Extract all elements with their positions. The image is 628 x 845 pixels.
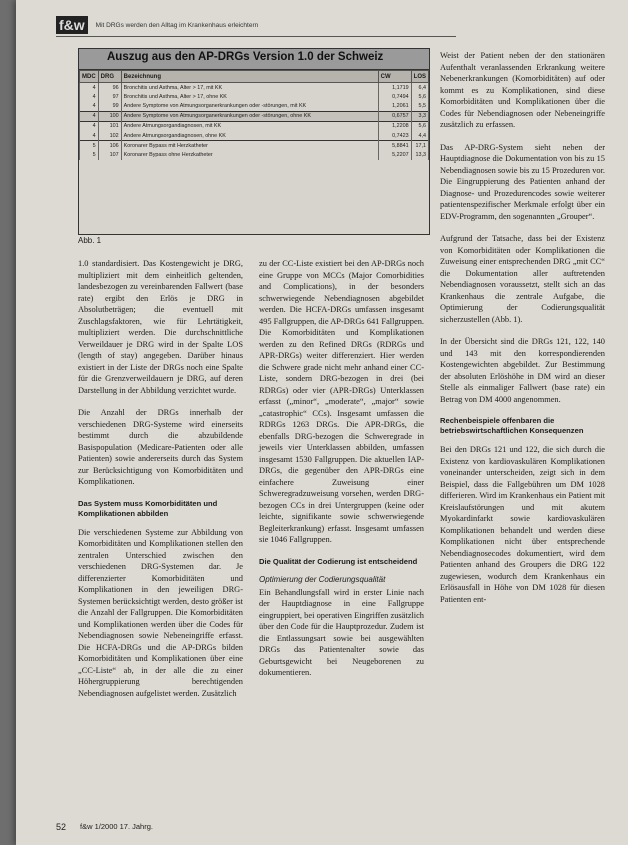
cell-mdc: 4 [80, 111, 99, 121]
paragraph: Weist der Patient neben der den stationären Aufenthalt veranlassenden Erkrankung weitere Nebenerkrankungen (Komorbiditäten) auf oder kommt es zu Komplikationen, sind diese Komorbiditäten und Komplikationen über die Codes für Nebendiagnosen oder Nebeneingriffe zusätzlich zu erfassen. [440, 51, 605, 129]
cell-los: 5,5 [411, 101, 428, 111]
cell-label: Andere Atmungsorgandiagnosen, mit KK [121, 121, 378, 131]
column-header-drg: DRG [98, 71, 121, 83]
cell-mdc: 5 [80, 141, 99, 151]
figure-caption: Abb. 1 [78, 236, 102, 245]
text-column-2 [259, 258, 424, 679]
cell-drg: 102 [98, 131, 121, 141]
cell-mdc: 5 [80, 150, 99, 159]
running-title: Mit DRGs werden den Alltag im Krankenhaus erleichtern [95, 21, 259, 29]
cell-los: 3,3 [411, 111, 428, 121]
cell-drg: 97 [98, 92, 121, 101]
cell-drg: 101 [98, 121, 121, 131]
box-title: Auszug aus den AP-DRGs Version 1.0 der Schweiz [79, 49, 429, 70]
cell-mdc: 4 [80, 131, 99, 141]
cell-los: 5,6 [411, 92, 428, 101]
cell-drg: 99 [98, 101, 121, 111]
cell-cw: 0,7423 [378, 131, 411, 141]
section-heading: Das System muss Komorbiditäten und Komplikationen abbilden [78, 498, 218, 518]
column-header-mdc: MDC [80, 71, 99, 83]
journal-issue: f&w 1/2000 17. Jahrg. [80, 822, 153, 831]
cell-cw: 0,6757 [378, 111, 411, 121]
cell-cw: 0,7494 [378, 92, 411, 101]
header-divider [56, 36, 456, 37]
paragraph: Das AP-DRG-System sieht neben der Hauptdiagnose die Dokumentation von bis zu 15 Nebendiagnosen sowie bis zu 15 Prozeduren vor. Die Eingruppierung des Patienten anhand der Diagnose- und Prozedurencodes sowie weiterer patientenspezifischer Merkmale erfolgt über ein EDV-Programm, den sogenannten „Grouper“. [440, 142, 605, 221]
drg-table [79, 70, 429, 160]
cell-cw: 5,8841 [378, 141, 411, 151]
cell-cw: 1,2061 [378, 101, 411, 111]
section-heading: Die Qualität der Codierung ist entscheidend [259, 556, 418, 566]
table-row [80, 111, 429, 121]
cell-los: 6,4 [411, 83, 428, 93]
cell-mdc: 4 [80, 92, 99, 101]
table-header-row [80, 71, 429, 83]
table-row [80, 101, 429, 111]
cell-drg: 96 [98, 83, 121, 93]
column-header-cw: CW [378, 71, 411, 83]
cell-label: Koronarer Bypass ohne Herzkatheter [121, 150, 378, 159]
paragraph: In der Übersicht sind die DRGs 121, 122, 140 und 143 mit den korrespondierenden Kostengewichten abgebildet. Zur Bestimmung der absoluten Erlöshöhe in DM wird an dieser Stelle als einmaliger Fallwert (base rate) ein Betrag von DM 4000 angenommen. [440, 337, 605, 404]
page-footer [56, 822, 416, 832]
section-heading: Rechenbeispiele offenbaren die betriebswirtschaftlichen Konsequenzen [440, 416, 584, 435]
table-row [80, 121, 429, 131]
cell-cw: 1,1719 [378, 83, 411, 93]
cell-drg: 100 [98, 111, 121, 121]
document-page [16, 0, 628, 845]
cell-label: Andere Symptome von Atmungsorganerkrankungen oder -störungen, ohne KK [121, 111, 378, 121]
text-column-1 [78, 258, 243, 699]
drg-table-box [78, 48, 430, 235]
cell-mdc: 4 [80, 121, 99, 131]
cell-label: Andere Atmungsorgandiagnosen, ohne KK [121, 131, 378, 141]
column-header-los: LOS [411, 71, 428, 83]
cell-drg: 107 [98, 150, 121, 159]
paragraph: Die verschiedenen Systeme zur Abbildung von Komorbiditäten und Komplikationen stellen den zentralen Unterschied zwischen den verschiedenen DRG-Systemen dar. Je differenzierter Komorbiditäten und Komplikationen in den jeweiligen DRG-Systemen berücksichtigt werden, desto größer ist die Anzahl der Fallgruppen. Die Komorbiditäten und Komplikationen werden über die Codes für Nebendiagnosen sowie Nebeneingriffe erfasst. Die HCFA-DRGs und die AP-DRGs bilden Komorbiditäten und Komplikationen über eine „CC-Liste“ ab, in der alle die zu einer Höhergruppierung berechtigenden Nebendiagnosen aufgelistet werden. Zusätzlich [78, 527, 243, 698]
cell-cw: 1,2208 [378, 121, 411, 131]
column-header-label: Bezeichnung [121, 71, 378, 83]
subsection-heading: Optimierung der Codierungsqualität [259, 574, 386, 584]
cell-label: Bronchitis und Asthma, Alter > 17, ohne KK [121, 92, 378, 101]
table-row [80, 150, 429, 159]
cell-label: Bronchitis und Asthma, Alter > 17, mit KK [121, 83, 378, 93]
cell-los: 17,1 [411, 141, 428, 151]
table-row [80, 141, 429, 151]
table-row [80, 83, 429, 93]
cell-los: 4,4 [411, 131, 428, 141]
paragraph: Aufgrund der Tatsache, dass bei der Existenz von Komorbiditäten oder Komplikationen die Zuweisung einer entsprechenden DRG „mit CC“ die Dokumentation aller auftretenden Nebendiagnosen voraussetzt, stellt sich an das Krankenhaus die zentrale Aufgabe, die Optimierung der Codierungsqualität sicherzustellen (Abb. 1). [440, 234, 605, 324]
cell-los: 13,3 [411, 150, 428, 159]
cell-mdc: 4 [80, 83, 99, 93]
paragraph: Die Anzahl der DRGs innerhalb der verschiedenen DRG-Systeme wird einerseits bestimmt durch die abzubildende Basispopulation (Medicare-Patienten oder alle Patienten) sowie andererseits durch das System zur Berücksichtigung von Komorbiditäten und Komplikationen. [78, 408, 243, 486]
running-header [56, 14, 476, 36]
cell-los: 5,6 [411, 121, 428, 131]
cell-cw: 5,2207 [378, 150, 411, 159]
paragraph: 1.0 standardisiert. Das Kostengewicht je DRG, multipliziert mit dem einheitlich geltenden, landesbezogen zu vereinbarenden Fallwert (base rate) ergibt den Erlös je DRG in Absolutbeträgen; die eventuell mit Zuschlagsfaktoren, wie für Lehrtätigkeit, multipliziert werden. Die durchschnittliche Verweildauer je DRG wird in der Spalte LOS (length of stay) angegeben. Darüber hinaus existiert in der Liste der DRGs noch eine Spalte für die Grenzverweildauern je DRG, auf deren Darstellung in der Abbildung verzichtet wurde. [78, 259, 243, 395]
paragraph: Ein Behandlungsfall wird in erster Linie nach der Hauptdiagnose in eine Fallgruppe eingruppiert, bei operativen Eingriffen zusätzlich über den Code für die Hauptprozedur. Zudem ist die Entlassungsart sowie bei ausgewählten DRGs das Patientenalter sowie das Geburtsgewicht bei Neugeborenen zu dokumentieren. [259, 587, 424, 677]
cell-mdc: 4 [80, 101, 99, 111]
table-row [80, 92, 429, 101]
paragraph: zu der CC-Liste existiert bei den AP-DRGs noch eine Gruppe von MCCs (Major Comorbidities and Complications), in der besonders schwerwiegende Nebendiagnosen abgebildet werden. Die HCFA-DRGs umfassen insgesamt 495 Fallgruppen, die AP-DRGs 641 Fallgruppen. Die Komorbiditäten und Komplikationen werden zu den Refined DRGs (RDRGs und APR-DRGs) weiter differenziert. Hier werden die Schwere grade nicht mehr anhand einer CC-Liste, sondern DRG-bezogen in drei (bei RDRGs) oder vier (APR-DRGs) Unterklassen erfasst („minor“, „moderate“, „major“ sowie „catastrophic“ CCs). Insgesamt umfassen die RDRGs 1263 DRGs. Die APR-DRGs, die ebenfalls DRG-bezogen die Schweregrade in jeweils vier Unterklassen abbilden, umfassen insgesamt 1530 Fallgruppen. Die aktuellen IAP-DRGs, die gegenüber den APR-DRGs eine einfachere Zuweisung einer Schweregradzuweisung vorsehen, werden DRG-bezogen CCs in drei Untergruppen (keine oder leichte, signifikante sowie schwerwiegende Begleiterkrankung) erfasst. Insgesamt umfassen sie 1046 Fallgruppen. [259, 259, 424, 544]
journal-logo: f&w [56, 16, 88, 34]
page-number: 52 [56, 822, 67, 832]
table-row [80, 131, 429, 141]
cell-label: Koronarer Bypass mit Herzkatheter [121, 141, 378, 151]
text-column-3 [440, 50, 605, 605]
cell-label: Andere Symptome von Atmungsorganerkrankungen oder -störungen, mit KK [121, 101, 378, 111]
paragraph: Bei den DRGs 121 und 122, die sich durch die Existenz von kardiovaskulären Komplikationen voneinander unterscheiden, zeigt sich in dem Beispiel, dass die Fallgebühren um DM 1028 differieren. Wird im Krankenhaus ein Patient mit Kreislaufstörungen und mit akutem Myokardinfarkt sowie kardiovaskulären Komplikationen behandelt und werden diese Komplikationen nicht über entsprechende Nebendiagnosecodes dokumentiert, wird dem Patienten anhand des Groupers die DRG 122 zugewiesen, wodurch dem Krankenhaus ein Erlösausfall in Höhe von DM 1028 für diesen Patienten ent- [440, 445, 605, 604]
cell-drg: 106 [98, 141, 121, 151]
